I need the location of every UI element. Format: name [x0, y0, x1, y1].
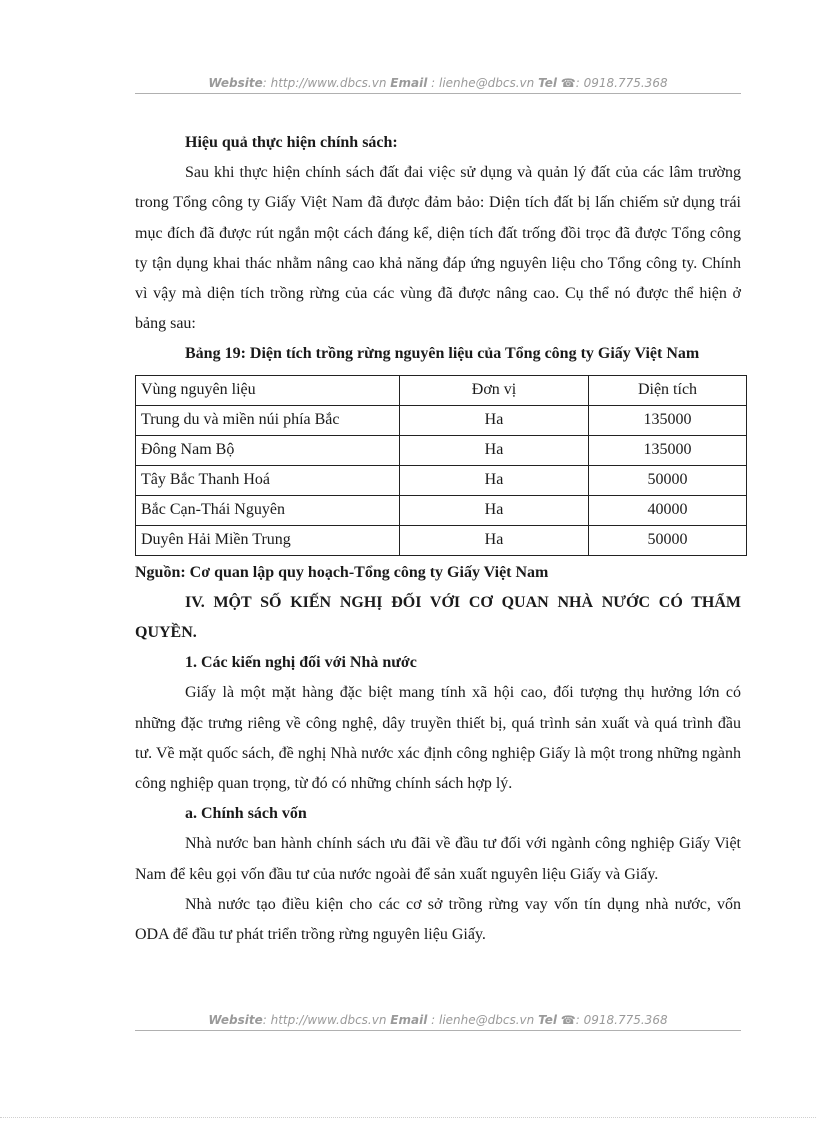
paragraph-4: Nhà nước tạo điều kiện cho các cơ sở trồng rừng vay vốn tín dụng nhà nước, vốn ODA để đầu tư phát triển trồng rừng nguyên liệu Giấy. — [135, 895, 741, 944]
header-unit: Đơn vị — [400, 375, 589, 405]
cell-unit: Ha — [400, 435, 589, 465]
email-label: Email — [390, 76, 428, 90]
table-row — [136, 525, 747, 555]
section-heading: Hiệu quả thực hiện chính sách: — [185, 134, 398, 151]
cell-unit: Ha — [400, 465, 589, 495]
cell-area: 50000 — [589, 525, 747, 555]
table-row — [136, 405, 747, 435]
email-value[interactable]: : lienhe@dbcs.vn — [431, 76, 535, 90]
email-label: Email — [390, 1013, 428, 1027]
page-footer — [135, 1013, 741, 1031]
table-row — [136, 465, 747, 495]
tel-label: Tel — [538, 76, 557, 90]
tel-label: Tel — [538, 1013, 557, 1027]
part4-heading: IV. MỘT SỐ KIẾN NGHỊ ĐỐI VỚI CƠ QUAN NHÀ NƯỚC CÓ THẨM QUYỀN. — [135, 593, 741, 642]
tel-value: : 0918.775.368 — [575, 1013, 668, 1027]
website-label: Website — [208, 1013, 263, 1027]
cell-region: Duyên Hải Miền Trung — [136, 525, 400, 555]
email-value[interactable]: : lienhe@dbcs.vn — [431, 1013, 535, 1027]
phone-icon: ☎ — [560, 76, 576, 90]
forest-area-table — [135, 375, 747, 556]
table-caption: Bảng 19: Diện tích trồng rừng nguyên liệu của Tổng công ty Giấy Việt Nam — [185, 345, 700, 363]
document-body — [135, 128, 741, 950]
website-value[interactable]: : http://www.dbcs.vn — [262, 1013, 387, 1027]
subheading-a: a. Chính sách vốn — [185, 805, 307, 823]
table-source: Nguồn: Cơ quan lập quy hoạch-Tổng công ty Giấy Việt Nam — [135, 563, 549, 581]
header-area: Diện tích — [589, 375, 747, 405]
page-header — [135, 76, 741, 94]
subheading-1: 1. Các kiến nghị đối với Nhà nước — [185, 654, 417, 672]
cell-area: 50000 — [589, 465, 747, 495]
cell-unit: Ha — [400, 525, 589, 555]
page-edge-divider — [0, 1117, 816, 1118]
paragraph-3: Nhà nước ban hành chính sách ưu đãi về đầu tư đối với ngành công nghiệp Giấy Việt Nam để kêu gọi vốn đầu tư của nước ngoài để sản xuất nguyên liệu Giấy và Giấy. — [135, 835, 741, 883]
cell-area: 135000 — [589, 405, 747, 435]
table-header-row — [136, 375, 747, 405]
table-row — [136, 495, 747, 525]
cell-region: Tây Bắc Thanh Hoá — [136, 465, 400, 495]
cell-region: Trung du và miền núi phía Bắc — [136, 405, 400, 435]
table-row — [136, 435, 747, 465]
cell-region: Bắc Cạn-Thái Nguyên — [136, 495, 400, 525]
cell-area: 40000 — [589, 495, 747, 525]
header-region: Vùng nguyên liệu — [136, 375, 400, 405]
website-label: Website — [208, 76, 263, 90]
cell-area: 135000 — [589, 435, 747, 465]
tel-value: : 0918.775.368 — [575, 76, 668, 90]
cell-unit: Ha — [400, 495, 589, 525]
cell-unit: Ha — [400, 405, 589, 435]
paragraph-1: Sau khi thực hiện chính sách đất đai việc sử dụng và quản lý đất của các lâm trường trong Tổng công ty Giấy Việt Nam đã được đảm bảo: Diện tích đất bị lấn chiếm sử dụng trái mục đích đã được rút ngắn một cách đáng kể, diện tích đất trống đồi trọc đã được Tổng công ty tận dụng khai thác nhằm nâng cao khả năng đáp ứng nguyên liệu cho Tổng công ty. Chính vì vậy mà diện tích trồng rừng của các vùng đã được nâng cao. Cụ thể nó được thể hiện ở bảng sau: — [135, 164, 741, 333]
phone-icon: ☎ — [560, 1013, 576, 1027]
cell-region: Đông Nam Bộ — [136, 435, 400, 465]
paragraph-2: Giấy là một mặt hàng đặc biệt mang tính xã hội cao, đối tượng thụ hưởng lớn có những đặc trưng riêng về công nghệ, dây truyền thiết bị, quá trình sản xuất và quá trình đầu tư. Về mặt quốc sách, đề nghị Nhà nước xác định công nghiệp Giấy là một trong những ngành công nghiệp quan trọng, từ đó có những chính sách hợp lý. — [135, 684, 741, 793]
website-value[interactable]: : http://www.dbcs.vn — [262, 76, 387, 90]
